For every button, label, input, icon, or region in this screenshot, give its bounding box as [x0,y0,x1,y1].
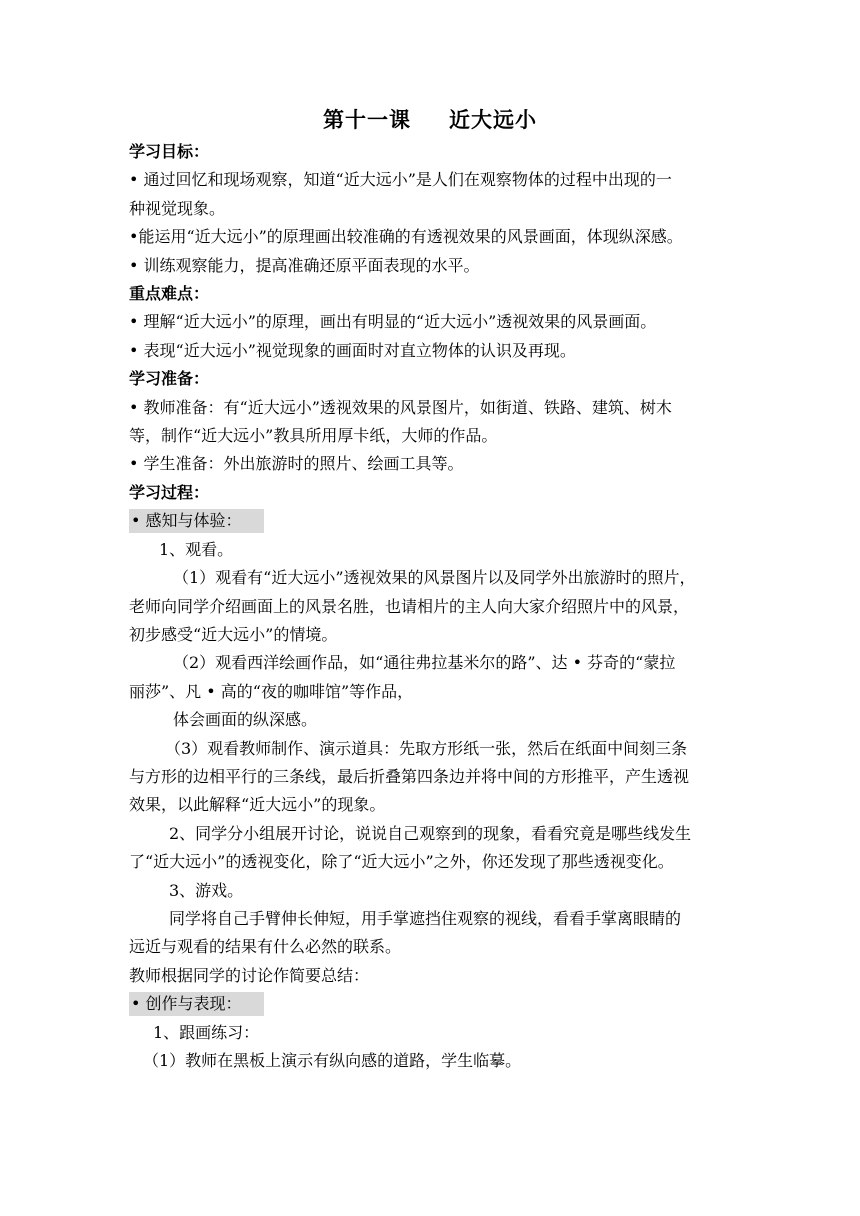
step-1-2c: 体会画面的纵深感。 [173,710,318,730]
goal-item-1a: • 通过回忆和现场观察，知道“近大远小”是人们在观察物体的过程中出现的一 [129,170,672,190]
section-heading-goals: 学习目标： [129,142,210,161]
step-2a: 2、同学分小组展开讨论，说说自己观察到的现象，看看究竟是哪些线发生 [169,823,692,843]
step-2b: 了“近大远小”的透视变化，除了“近大远小”之外，你还发现了那些透视变化。 [129,852,674,872]
section-heading-prep: 学习准备： [129,369,210,389]
goal-item-3: • 训练观察能力，提高准确还原平面表现的水平。 [129,255,480,275]
key-item-1: • 理解“近大远小”的原理，画出有明显的“近大远小”透视效果的风景画面。 [129,312,657,332]
step-1-2b: 丽莎”、凡 • 高的“夜的咖啡馆”等作品， [129,681,414,701]
goal-item-1b: 种视觉现象。 [129,198,226,218]
creation-step-1: 1、跟画练习： [153,1022,260,1042]
step-1-1b: 老师向同学介绍画面上的风景名胜，也请相片的主人向大家介绍照片中的风景， [129,596,690,616]
key-item-2: • 表现“近大远小”视觉现象的画面时对直立物体的认识及再现。 [129,340,576,360]
step-3a: 同学将自己手臂伸长伸短，用手掌遮挡住观察的视线，看看手掌离眼睛的 [169,908,682,928]
subsection-creation: • 创作与表现： [129,992,264,1016]
teacher-summary: 教师根据同学的讨论作简要总结： [129,965,370,985]
prep-item-2: • 学生准备：外出旅游时的照片、绘画工具等。 [129,454,464,474]
step-1-3b: 与方形的边相平行的三条线，最后折叠第四条边并将中间的方形推平，产生透视 [129,766,690,786]
prep-item-1a: • 教师准备：有“近大远小”透视效果的风景图片，如街道、铁路、建筑、树木 [129,397,672,417]
section-heading-process: 学习过程： [129,482,210,502]
section-heading-key: 重点难点： [129,284,210,304]
subsection-perception: • 感知与体验： [129,509,264,533]
step-1-1a: （1）观看有“近大远小”透视效果的风景图片以及同学外出旅游时的照片， [173,568,696,588]
lesson-title [0,104,860,134]
step-1-2a: （2）观看西洋绘画作品，如“通往弗拉基米尔的路”、达 • 芬奇的“蒙拉 [173,653,676,673]
step-1-3a: （3）观看教师制作、演示道具：先取方形纸一张，然后在纸面中间刻三条 [165,738,688,758]
goal-item-2: •能运用“近大远小”的原理画出较准确的有透视效果的风景画面，体现纵深感。 [129,227,683,247]
prep-item-1b: 等，制作“近大远小”教具所用厚卡纸，大师的作品。 [129,426,498,446]
step-3: 3、游戏。 [169,880,244,900]
step-1-3c: 效果，以此解释“近大远小”的现象。 [129,795,386,815]
step-1-1c: 初步感受“近大远小”的情境。 [129,624,338,644]
document-body [129,138,734,1075]
step-3b: 远近与观看的结果有什么必然的联系。 [129,937,402,957]
step-1: 1、观看。 [159,539,234,559]
creation-step-1-1: （1）教师在黑板上演示有纵向感的道路，学生临摹。 [143,1051,522,1070]
lesson-number: 第十一课 [323,107,411,132]
lesson-name: 近大远小 [449,107,537,132]
